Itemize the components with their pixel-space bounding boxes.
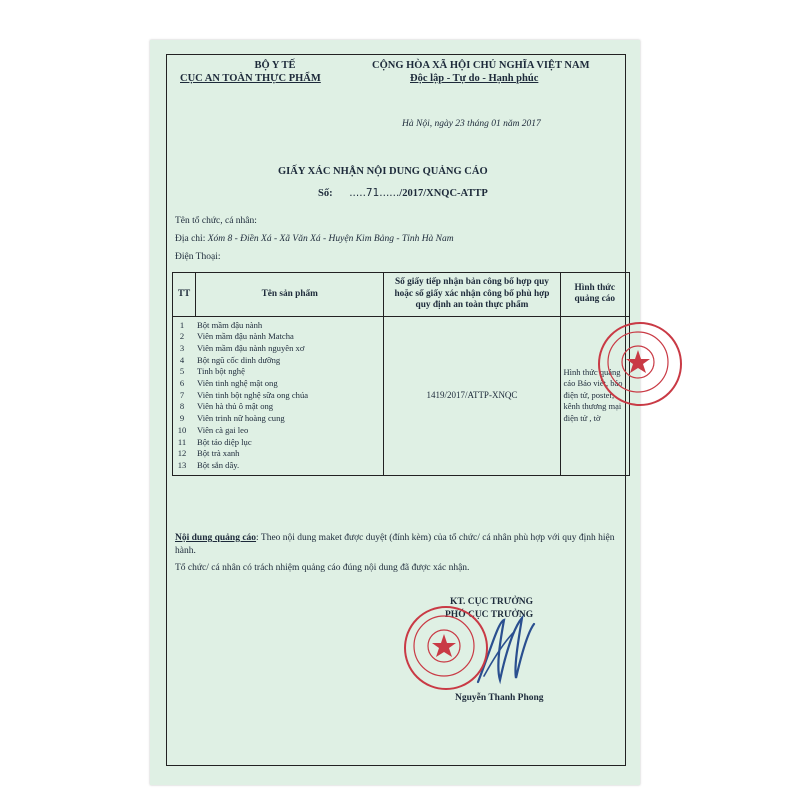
product-row-name: Viên cà gai leo	[197, 424, 249, 435]
product-row	[173, 378, 383, 390]
signer-name: Nguyễn Thanh Phong	[455, 693, 544, 703]
product-row-number: 12	[177, 448, 187, 459]
product-row-number: 10	[177, 424, 187, 435]
product-row-number: 9	[179, 413, 185, 424]
product-row-number: 1	[179, 319, 185, 330]
product-row	[173, 413, 383, 425]
product-row-number: 2	[179, 331, 185, 342]
content-label: Nội dung quảng cáo	[175, 533, 257, 543]
national-motto: Độc lập - Tự do - Hạnh phúc	[410, 73, 539, 84]
ad-form-value: Hình thức quảng cáo Báo viết, báo điện tử, poster, kênh thương mại điện tử , tờ	[560, 316, 629, 475]
product-row-name: Bột tảo diệp lục	[197, 436, 252, 447]
republic-title: CỘNG HÒA XÃ HỘI CHỦ NGHĨA VIỆT NAM	[372, 60, 590, 71]
responsibility-line: Tổ chức/ cá nhân có trách nhiệm quảng cáo đúng nội dung đã được xác nhận.	[175, 563, 470, 573]
address-line	[175, 234, 454, 244]
product-list	[173, 320, 383, 472]
content-line	[175, 532, 615, 558]
product-row-number: 7	[179, 389, 185, 400]
product-row-name: Viên tinh nghệ mật ong	[197, 378, 278, 389]
product-row-number: 6	[179, 378, 185, 389]
product-table	[172, 272, 630, 476]
product-row-number: 3	[179, 342, 185, 353]
product-row-name: Viên tinh bột nghệ sữa ong chúa	[197, 389, 309, 400]
product-row	[173, 331, 383, 343]
table-body-row	[173, 316, 630, 475]
product-row	[173, 343, 383, 355]
certificate-number: 1419/2017/ATTP-XNQC	[384, 316, 560, 475]
org-label: Tên tổ chức, cá nhân:	[175, 216, 257, 226]
product-row-name: Viên mầm đậu nành Matcha	[197, 331, 294, 342]
product-row	[173, 366, 383, 378]
ministry-name: BỘ Y TẾ	[254, 60, 296, 71]
product-row-name: Tinh bột nghệ	[197, 366, 245, 377]
signer-title-1: KT. CỤC TRƯỞNG	[450, 597, 533, 607]
product-row	[173, 320, 383, 332]
product-row	[173, 401, 383, 413]
product-row-name: Bột mầm đậu nành	[197, 319, 263, 330]
official-seal-margin	[598, 322, 682, 406]
header-product-name: Tên sản phẩm	[196, 273, 384, 317]
header-tt: TT	[173, 273, 196, 317]
product-row-number: 13	[177, 459, 187, 470]
product-row-number: 8	[179, 401, 185, 412]
header-certificate: Số giấy tiếp nhận bản công bố hợp quy hoặc số giấy xác nhận công bố phù hợp quy định an toàn thực phẩm	[384, 273, 560, 317]
product-row	[173, 437, 383, 449]
document-title: GIẤY XÁC NHẬN NỘI DUNG QUẢNG CÁO	[278, 166, 488, 177]
number-suffix: /2017/XNQC-ATTP	[399, 188, 488, 199]
product-row	[173, 425, 383, 437]
date-line: Hà Nội, ngày 23 tháng 01 năm 2017	[402, 119, 541, 129]
signer-title-2: PHÓ CỤC TRƯỞNG	[445, 610, 534, 620]
product-row-name: Viên trinh nữ hoàng cung	[197, 413, 285, 424]
product-row-name: Bột trà xanh	[197, 448, 240, 459]
product-row	[173, 355, 383, 367]
number-label: Số:	[318, 188, 333, 199]
address-value: Xóm 8 - Điền Xá - Xã Văn Xá - Huyện Kim Bảng - Tỉnh Hà Nam	[207, 234, 454, 244]
number-value: .....71......	[349, 187, 400, 199]
table-header-row	[173, 273, 630, 317]
header-ad-form: Hình thức quảng cáo	[560, 273, 629, 317]
product-row-number: 5	[179, 366, 185, 377]
official-seal-signature	[404, 606, 488, 690]
document-number	[318, 187, 488, 199]
phone-label: Điện Thoại:	[175, 252, 221, 262]
product-row-number: 11	[177, 436, 187, 447]
product-row-name: Bột ngũ cốc dinh dưỡng	[197, 354, 281, 365]
department-name: CỤC AN TOÀN THỰC PHẨM	[180, 73, 321, 84]
product-row-number: 4	[179, 354, 185, 365]
product-row	[173, 460, 383, 472]
address-label: Địa chỉ:	[175, 234, 206, 244]
document-page	[150, 40, 640, 785]
product-list-cell	[173, 316, 384, 475]
content-text: : Theo nội dung maket được duyệt (đính kèm) của tổ chức/ cá nhân phù hợp với quy định hiện hành.	[175, 533, 615, 556]
product-row	[173, 390, 383, 402]
product-row-name: Bột sắn dây.	[197, 459, 240, 470]
product-row-name: Viên hà thủ ô mật ong	[197, 401, 274, 412]
product-row	[173, 448, 383, 460]
product-row-name: Viên mầm đậu nành nguyên xơ	[197, 342, 305, 353]
